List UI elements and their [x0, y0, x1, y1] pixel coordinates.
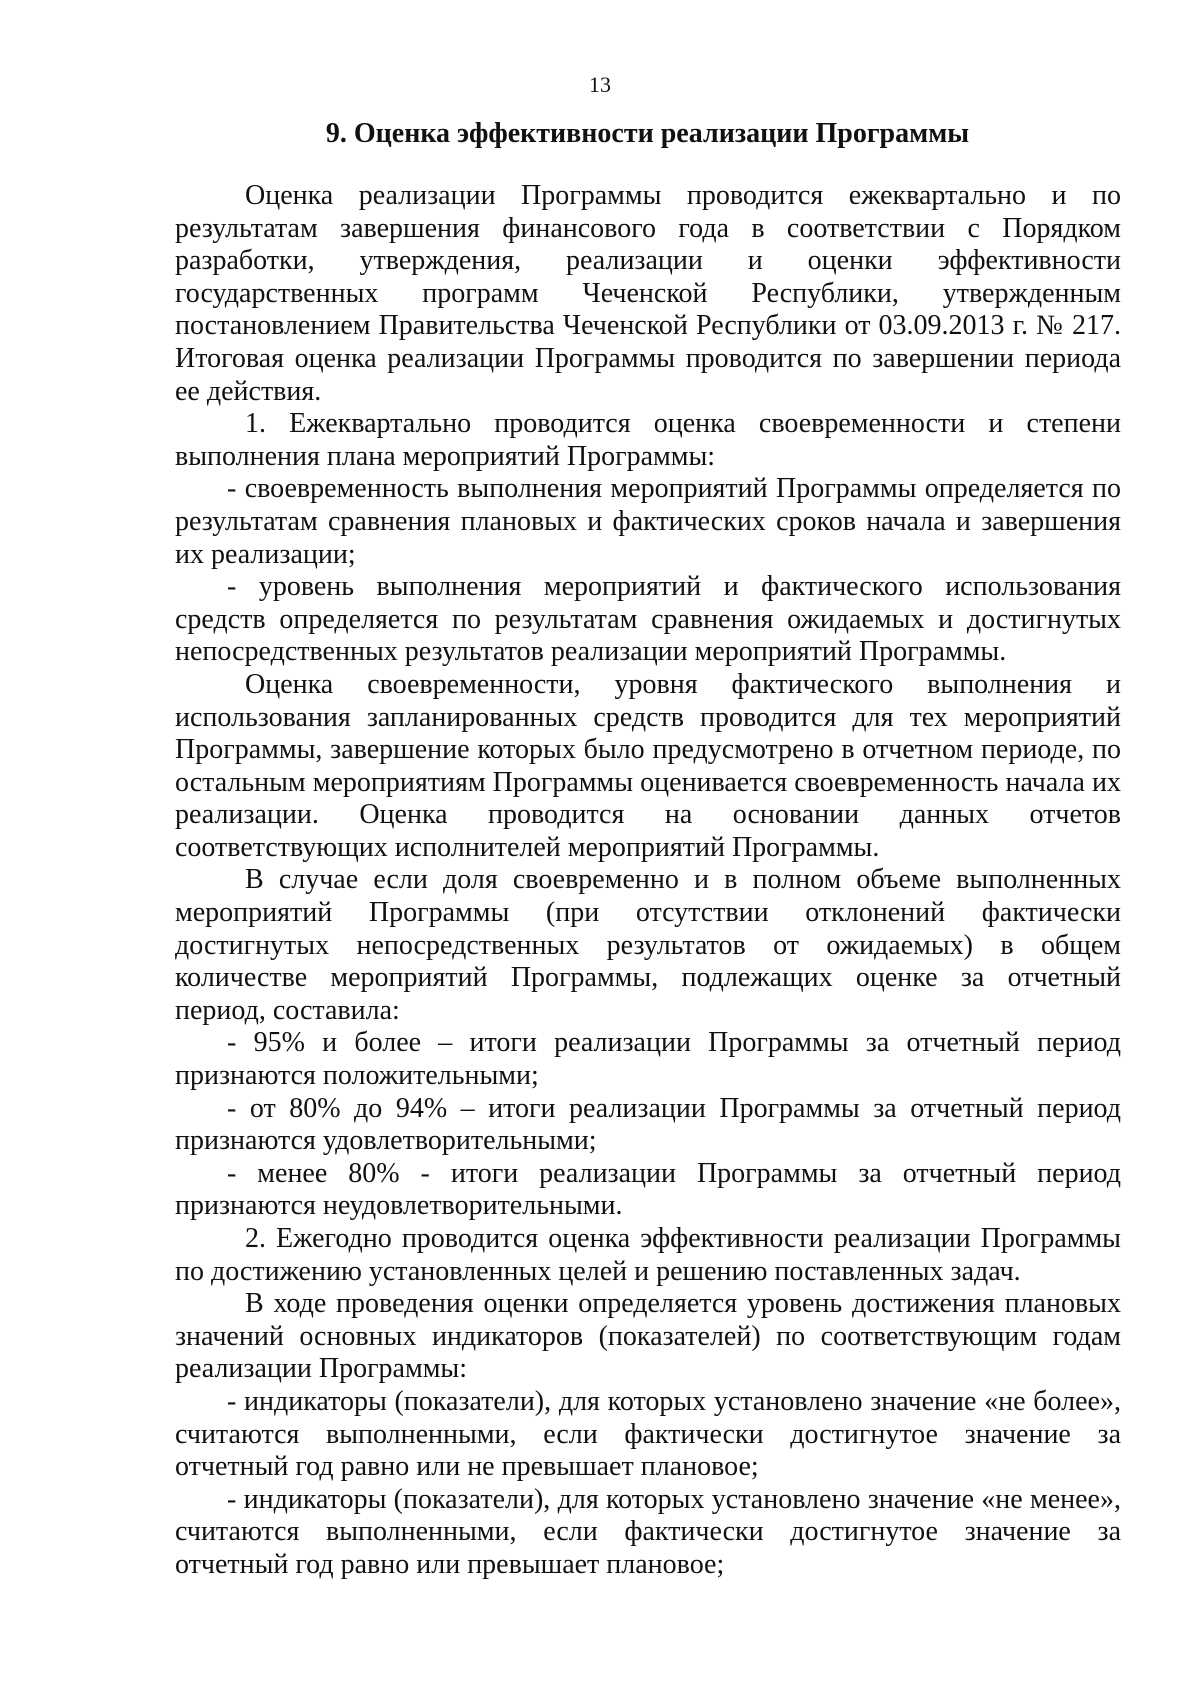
list-item: - своевременность выполнения мероприятий Программы определяется по результатам сравнения плановых и фактических сроков начала и завершения их реализации; [175, 473, 1121, 570]
list-item: - уровень выполнения мероприятий и фактического использования средств определяется по результатам сравнения ожидаемых и достигнутых непосредственных результатов реализации мероприятий Программы. [175, 571, 1121, 668]
list-item: - индикаторы (показатели), для которых установлено значение «не менее», считаются выполненными, если фактически достигнутое значение за отчетный год равно или превышает плановое; [175, 1483, 1121, 1580]
paragraph: 2. Ежегодно проводится оценка эффективности реализации Программы по достижению установленных целей и решению поставленных задач. [175, 1223, 1121, 1287]
paragraph: В ходе проведения оценки определяется уровень достижения плановых значений основных индикаторов (показателей) по соответствующим годам реализации Программы: [175, 1288, 1121, 1385]
paragraph: В случае если доля своевременно и в полном объеме выполненных мероприятий Программы (при отсутствии отклонений фактически достигнутых непосредственных результатов от ожидаемых) в общем количестве мероприятий Программы, подлежащих оценке за отчетный период, составила: [175, 864, 1121, 1026]
page-number: 13 [589, 72, 611, 97]
document-body [175, 180, 1121, 1582]
list-item: - менее 80% - итоги реализации Программы за отчетный период признаются неудовлетворительными. [175, 1157, 1121, 1222]
list-item: - от 80% до 94% – итоги реализации Программы за отчетный период признаются удовлетворительными; [175, 1092, 1121, 1157]
paragraph: Оценка реализации Программы проводится ежеквартально и по результатам завершения финансового года в соответствии с Порядком разработки, утверждения, реализации и оценки эффективности государственных программ Чеченской Республики, утвержденным постановлением Правительства Чеченской Республики от 03.09.2013 г. № 217. Итоговая оценка реализации Программы проводится по завершении периода ее действия. [175, 180, 1121, 407]
paragraph: 1. Ежеквартально проводится оценка своевременности и степени выполнения плана мероприятий Программы: [175, 408, 1121, 472]
paragraph: Оценка своевременности, уровня фактического выполнения и использования запланированных средств проводится для тех мероприятий Программы, завершение которых было предусмотрено в отчетном периоде, по остальным мероприятиям Программы оценивается своевременность начала их реализации. Оценка проводится на основании данных отчетов соответствующих исполнителей мероприятий Программы. [175, 668, 1121, 863]
section-title: 9. Оценка эффективности реализации Программы [325, 118, 970, 149]
list-item: - индикаторы (показатели), для которых установлено значение «не более», считаются выполненными, если фактически достигнутое значение за отчетный год равно или не превышает плановое; [175, 1385, 1121, 1483]
list-item: - 95% и более – итоги реализации Программы за отчетный период признаются положительными; [175, 1027, 1121, 1092]
